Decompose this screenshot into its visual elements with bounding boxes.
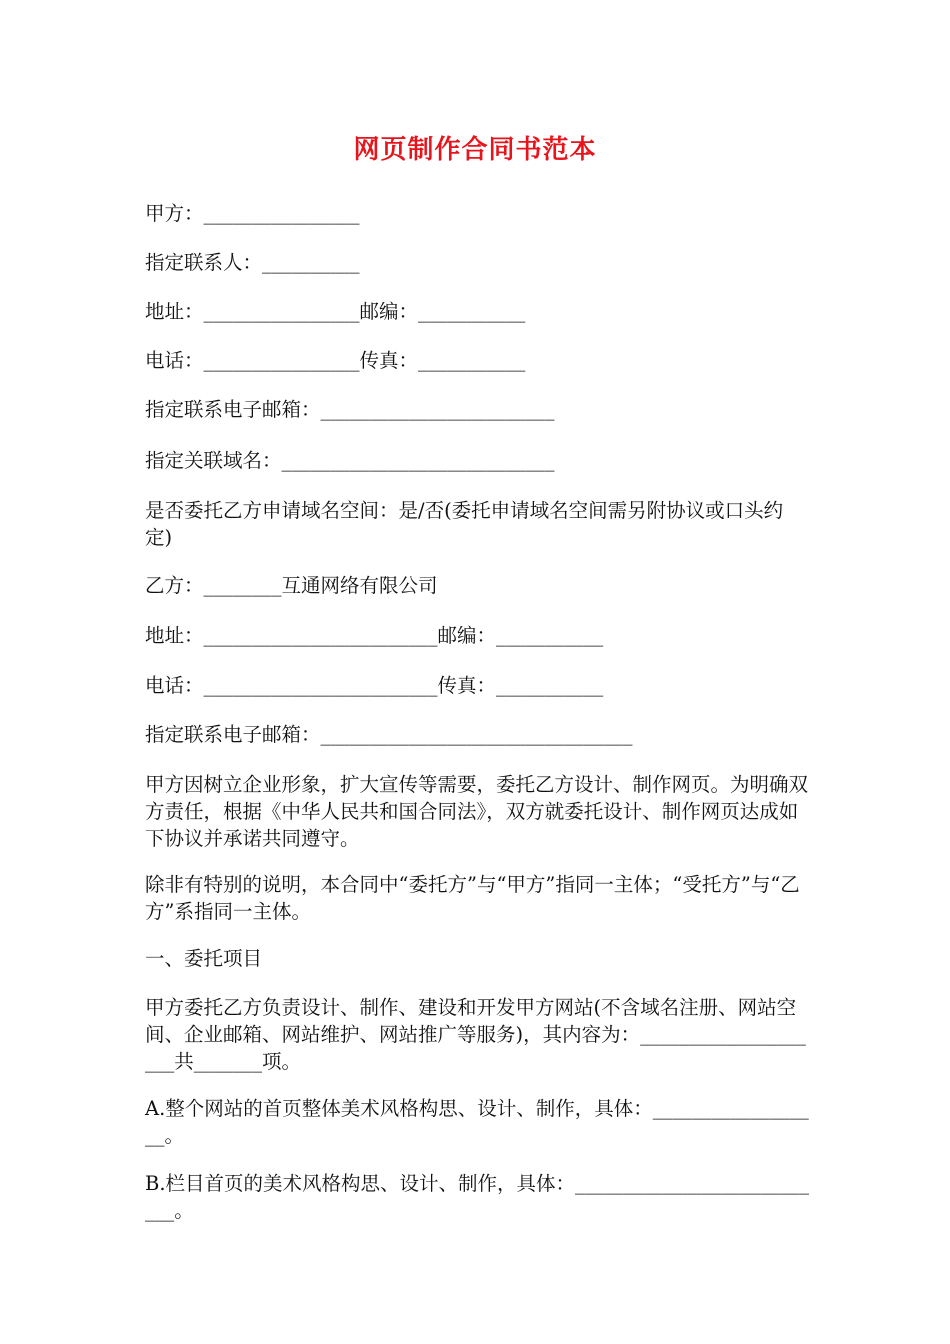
party-a-domain: 指定关联域名：____________________________	[145, 449, 555, 472]
party-a-contact: 指定联系人：__________	[145, 251, 360, 274]
party-a-address: 地址：________________邮编：___________	[145, 300, 526, 323]
party-b-address: 地址：________________________邮编：___________	[145, 624, 604, 647]
document-title: 网页制作合同书范本	[353, 135, 597, 165]
item-b: B.栏目首页的美术风格构思、设计、制作，具体：___________________________。	[145, 1172, 810, 1222]
party-a-name: 甲方：________________	[145, 202, 360, 225]
party-b-name: 乙方：________互通网络有限公司	[145, 574, 438, 597]
party-a-email: 指定联系电子邮箱：________________________	[145, 398, 555, 421]
item-a: A.整个网站的首页整体美术风格构思、设计、制作，具体：__________________。	[145, 1097, 809, 1147]
section-heading-1: 一、委托项目	[145, 947, 263, 970]
party-b-email: 指定联系电子邮箱：________________________________	[145, 723, 633, 746]
purpose-paragraph: 甲方因树立企业形象，扩大宣传等需要，委托乙方设计、制作网页。为明确双方责任，根据《中华人民共和国合同法》，双方就委托设计、制作网页达成如下协议并承诺共同遵守。	[145, 773, 809, 850]
definition-paragraph: 除非有特别的说明，本合同中“委托方”与“甲方”指同一主体；“受托方”与“乙方”系指同一主体。	[145, 873, 800, 923]
domain-space-clause: 是否委托乙方申请域名空间：是/否(委托申请域名空间需另附协议或口头约定)	[145, 499, 784, 549]
commission-paragraph: 甲方委托乙方负责设计、制作、建设和开发甲方网站(不含域名注册、网站空间、企业邮箱、网站维护、网站推广等服务)，其内容为：____________________共_______项。	[145, 996, 806, 1073]
party-b-phone: 电话：________________________传真：___________	[145, 674, 604, 697]
party-a-phone: 电话：________________传真：___________	[145, 349, 526, 372]
